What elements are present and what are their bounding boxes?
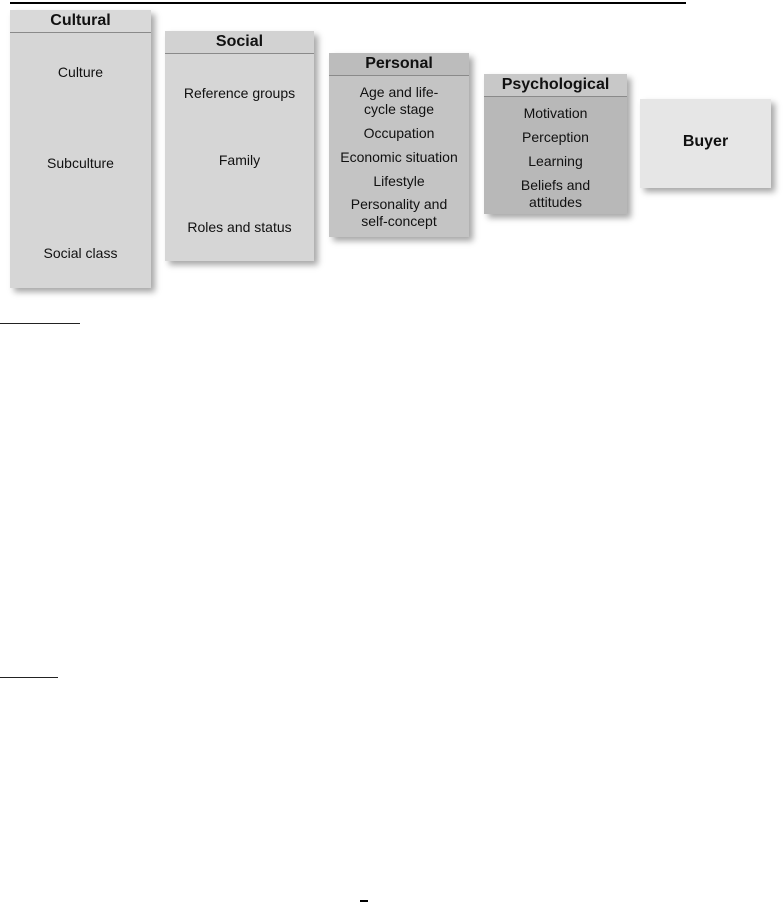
- social-class-item: Social class: [43, 245, 118, 261]
- age-lifecycle-item: Age and life- cycle stage: [359, 84, 439, 117]
- learning-item: Learning: [528, 153, 583, 169]
- personality-item: Personality and self-concept: [350, 196, 448, 229]
- culture-item: Culture: [57, 64, 104, 80]
- perception-item: Perception: [522, 129, 589, 145]
- buyer-label: Buyer: [682, 133, 729, 150]
- roles-and-status-item: Roles and status: [187, 219, 292, 235]
- psychological-box: [484, 74, 627, 214]
- occupation-item: Occupation: [363, 125, 435, 141]
- top-rule: [10, 2, 686, 4]
- psychological-header: Psychological: [484, 74, 627, 97]
- subculture-item: Subculture: [47, 155, 114, 171]
- cultural-header: Cultural: [10, 10, 151, 33]
- beliefs-attitudes-item: Beliefs and attitudes: [520, 177, 591, 210]
- personal-header: Personal: [329, 53, 469, 76]
- motivation-item: Motivation: [523, 105, 588, 121]
- reference-groups-item: Reference groups: [183, 85, 296, 101]
- social-header: Social: [165, 31, 314, 54]
- buyer-box: [640, 99, 771, 188]
- underline-mark-2: [0, 677, 58, 678]
- underline-mark-1: [0, 323, 80, 324]
- personal-box: [329, 53, 469, 237]
- family-item: Family: [218, 152, 261, 168]
- page-mark: [360, 900, 368, 902]
- lifestyle-item: Lifestyle: [373, 173, 425, 189]
- social-box: [165, 31, 314, 261]
- cultural-box: [10, 10, 151, 288]
- economic-situation-item: Economic situation: [340, 149, 458, 165]
